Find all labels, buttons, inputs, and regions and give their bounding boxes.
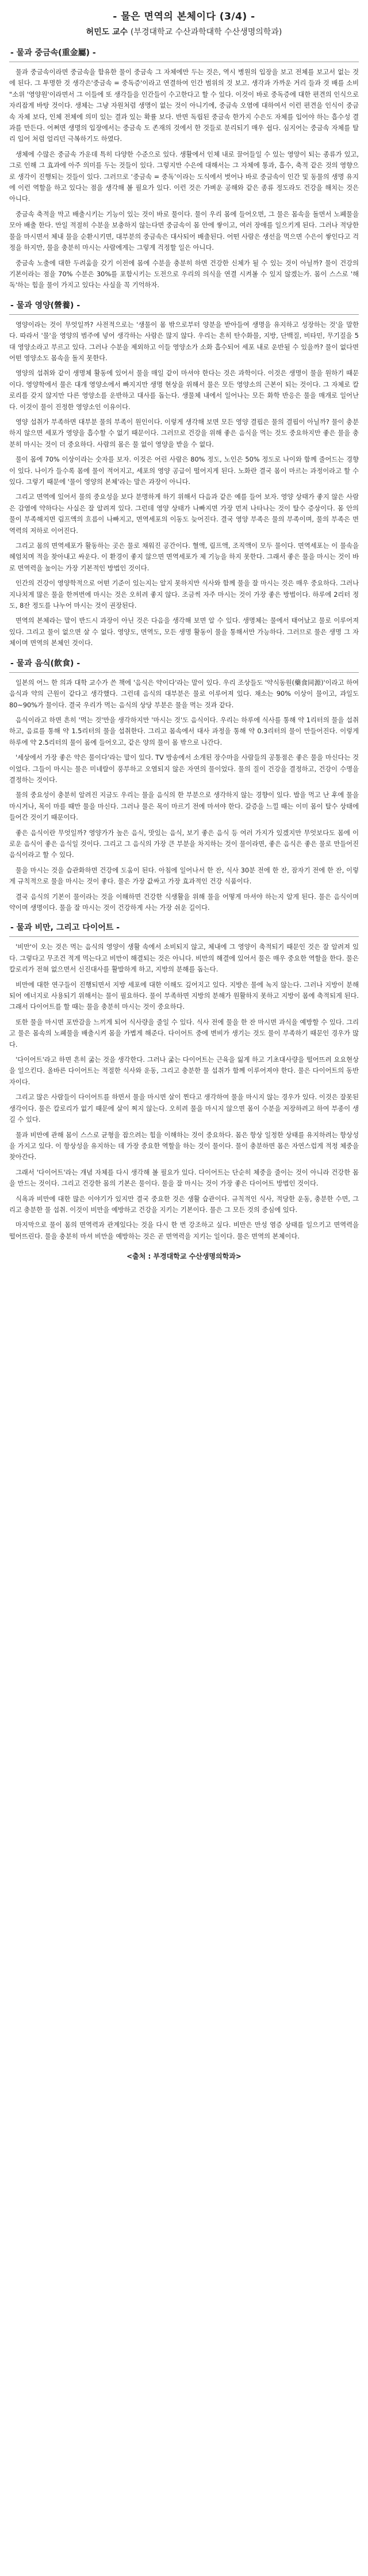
body-paragraph: 음식이라고 하면 흔히 '먹는 것'만을 생각하지만 '마시는 것'도 음식이다. 우리는 하루에 식사를 통해 약 1리터의 물을 섭취하고, 음료를 통해 약 1.5리터의 물을 섭취한다. 그리고 몸속에서 대사 과정을 통해 약 0.3리터의 물이 만들어진다. 이렇게 하루에 약 2.5리터의 물이 몸에 들어오고, 같은 양의 물이 몸 밖으로 나간다. bbox=[9, 716, 359, 746]
body-paragraph: 그리고 몸의 면역세포가 활동하는 곳은 물로 채워진 공간이다. 혈액, 림프액, 조직액이 모두 물이다. 면역세포는 이 물속을 헤엄치며 적을 찾아내고 싸운다. 이 환경이 좋지 않으면 면역세포가 제 기능을 하지 못한다. 그래서 좋은 물을 마시는 것이 바로 면역력을 높이는 가장 기본적인 방법인 것이다. bbox=[9, 542, 359, 572]
section-divider bbox=[9, 672, 359, 673]
body-paragraph: 비만에 대한 연구들이 진행되면서 지방 세포에 대한 이해도 깊어지고 있다. 지방은 물에 녹지 않는다. 그러나 지방이 분해되어 에너지로 사용되기 위해서는 물이 필요하다. 물이 부족하면 지방의 분해가 원활하지 못하고 지방이 몸에 축적되게 된다. 그래서 다이어트를 할 때는 물을 충분히 마시는 것이 중요하다. bbox=[9, 981, 359, 1011]
body-paragraph: 그리고 많은 사람들이 다이어트를 하면서 물을 마시면 살이 찐다고 생각하여 물을 마시지 않는 경우가 있다. 이것은 잘못된 생각이다. 물은 칼로리가 없기 때문에 살이 찌지 않는다. 오히려 물을 마시지 않으면 몸이 수분을 저장하려고 하여 부종이 생길 수 있다. bbox=[9, 1093, 359, 1124]
section-divider bbox=[9, 314, 359, 315]
body-paragraph: 중금속 축적을 막고 배출시키는 기능이 있는 것이 바로 물이다. 물이 우리 몸에 들어오면, 그 물은 몸속을 돌면서 노폐물을 모아 배출 한다. 만일 적절히 수분을 보충하지 않는다면 중금속이 몸 안에 쌓이고, 여러 장애를 일으키게 된다. 그러나 적당한 물을 마시면서 체내 물을 순환시키면, 대부분의 중금속은 대사되어 배출된다. 어떤 사람은 생선을 먹으면 수은이 쌓인다고 걱정을 하지만, 물을 충분히 마시는 사람에게는 그렇게 걱정할 일은 아니다. bbox=[9, 210, 359, 252]
author-affiliation: (부경대학교 수산과학대학 수산생명의학과) bbox=[131, 28, 282, 37]
article-section bbox=[9, 920, 359, 1242]
author-name: 허민도 교수 bbox=[86, 28, 128, 37]
body-paragraph: 영양 섭취가 부족하면 대부분 물의 부족이 원인이다. 이렇게 생각해 보면 모든 영양 결핍은 물의 결핍이 아닐까? 물이 충분하지 않으면 세포가 영양을 흡수할 수 없기 때문이다. 그러므로 건강을 위해 좋은 음식을 먹는 것도 중요하지만 좋은 물을 충분히 마시는 것이 더 중요하다. 사람의 몸은 물 없이 영양을 받을 수 없다. bbox=[9, 418, 359, 448]
section-heading: - 물과 음식(飮食) - bbox=[10, 658, 80, 668]
body-paragraph: 인간의 건강이 영양학적으로 어떤 기준이 있는지는 알지 못하지만 식사와 함께 물을 잘 마시는 것은 매우 중요하다. 그러나 지나치게 많은 물을 한꺼번에 마시는 것은 오히려 좋지 않다. 조금씩 자주 마시는 것이 가장 좋은 방법이다. 하루에 2리터 정도, 8잔 정도를 나누어 마시는 것이 권장된다. bbox=[9, 580, 359, 610]
body-paragraph: 영양의 섭취와 같이 생명체 활동에 있어서 물을 매일 같이 마셔야 한다는 것은 과학이다. 이것은 생명이 물을 원하기 때문이다. 영양학에서 물은 대개 영양소에서 빠지지만 생명 현상을 위해서 물은 모든 영양소의 근본이 되는 것이다. 그 자체로 칼로리를 갖지 않지만 다른 영양소를 운반하고 대사를 돕는다. 생물체 내에서 일어나는 모든 화학 반응은 물을 매개로 일어난다. 이것이 물이 진정한 영양소인 이유이다. bbox=[9, 369, 359, 411]
article-section bbox=[9, 656, 359, 914]
body-paragraph: 좋은 음식이란 무엇일까? 영양가가 높은 음식, 맛있는 음식, 보기 좋은 음식 등 여러 가지가 있겠지만 무엇보다도 몸에 이로운 음식이 좋은 음식일 것이다. 그리고 그 음식의 가장 큰 부분을 차지하는 것이 물이라면, 좋은 음식은 좋은 물로 만들어진 음식이라고 할 수 있다. bbox=[9, 829, 359, 859]
section-heading: - 물과 중금속(重金屬) - bbox=[10, 48, 96, 58]
article-body bbox=[9, 45, 359, 1242]
body-paragraph: 물을 마시는 것을 습관화하면 건강에 도움이 된다. 아침에 일어나서 한 잔, 식사 30분 전에 한 잔, 잠자기 전에 한 잔, 이렇게 규칙적으로 물을 마시는 것이 좋다. 물은 가장 값싸고 가장 효과적인 건강 식품이다. bbox=[9, 866, 359, 886]
body-paragraph: '비만'이 오는 것은 먹는 음식의 영양이 생활 속에서 소비되지 않고, 체내에 그 영양이 축적되기 때문인 것은 잘 알려져 있다. 그렇다고 무조건 적게 먹는다고 비만이 해결되는 것은 아니다. 비만의 해결에 있어서 물은 매우 중요한 역할을 한다. 물은 칼로리가 전혀 없으면서 신진대사를 활발하게 하고, 지방의 분해를 돕는다. bbox=[9, 943, 359, 974]
article-title: - 물은 면역의 본체이다 (3/4) - bbox=[113, 11, 255, 22]
article-section bbox=[9, 45, 359, 291]
body-paragraph: 생체에 수많은 중금속 가운데 특히 다양한 수준으로 있다. 생활에서 인체 내로 끌어들일 수 있는 영양이 되는 종류가 있고, 그로 인해 그 효과에 아주 의미를 두는 것들이 있다. 그렇지만 수은에 대해서는 그 자체에 통과, 흡수, 축적 같은 것의 영향으로 생각이 진행되는 것들이 있다. 그러므로 ‘중금속 = 중독’이라는 도식에서 벗어나 바로 중금속이 인간 및 동물의 생명 유지에 이런 역할을 하고 있다는 점을 생각해 볼 필요가 있다. 이런 것은 가벼운 공해와 같은 종류 정도라도 건강을 해치는 것은 아니다. bbox=[9, 150, 359, 203]
body-paragraph: '세상에서 가장 좋은 약은 물이다'라는 말이 있다. TV 방송에서 소개된 장수마을 사람들의 공통점은 좋은 물을 마신다는 것이었다. 그들이 마시는 물은 미네랄이 풍부하고 오염되지 않은 자연의 물이었다. 물의 질이 건강을 결정하고, 건강이 수명을 결정하는 것이다. bbox=[9, 754, 359, 784]
body-paragraph: 그래서 '다이어트'라는 개념 자체를 다시 생각해 볼 필요가 있다. 다이어트는 단순히 체중을 줄이는 것이 아니라 건강한 몸을 만드는 것이다. 그리고 건강한 몸의 기본은 물이다. 물을 잘 마시는 것이 가장 좋은 다이어트 방법인 것이다. bbox=[9, 1168, 359, 1188]
body-paragraph: 일본의 어느 한 의과 대학 교수가 쓴 책에 '음식은 약이다'라는 말이 있다. 우리 조상들도 '약식동원(藥食同源)'이라고 하여 음식과 약의 근원이 같다고 생각했다. 그런데 음식의 대부분은 물로 이루어져 있다. 채소는 90% 이상이 물이고, 과일도 80~90%가 물이다. 결국 우리가 먹는 음식의 상당 부분은 물을 먹는 것과 같다. bbox=[9, 679, 359, 709]
body-paragraph: 식욕과 비만에 대한 많은 이야기가 있지만 결국 중요한 것은 생활 습관이다. 규칙적인 식사, 적당한 운동, 충분한 수면, 그리고 충분한 물 섭취. 이것이 비만을 예방하고 건강을 지키는 기본이다. 물은 그 모든 것의 중심에 있다. bbox=[9, 1195, 359, 1214]
section-heading: - 물과 비만, 그리고 다이어트 - bbox=[10, 923, 120, 933]
body-paragraph: 면역의 본체라는 말이 반드시 과장이 아닌 것은 다음을 생각해 보면 알 수 있다. 생명체는 물에서 태어났고 물로 이루어져 있다. 그리고 물이 없으면 살 수 없다. 영양도, 면역도, 모든 생명 활동이 물을 통해서만 가능하다. 그러므로 물은 생명 그 자체이며 면역의 본체인 것이다. bbox=[9, 617, 359, 647]
body-paragraph: 물과 비만에 관해 몸이 스스로 균형을 잡으려는 힘을 이해하는 것이 중요하다. 몸은 항상 일정한 상태를 유지하려는 항상성을 가지고 있다. 이 항상성을 유지하는 데 가장 중요한 역할을 하는 것이 물이다. 물이 충분하면 몸은 자연스럽게 적정 체중을 찾아간다. bbox=[9, 1131, 359, 1161]
body-paragraph: 결국 음식의 기본이 물이라는 것을 이해하면 건강한 식생활을 위해 물을 어떻게 마셔야 하는지 알게 된다. 물은 음식이며 약이며 생명이다. 물을 잘 마시는 것이 건강하게 사는 가장 쉬운 길이다. bbox=[9, 893, 359, 912]
body-paragraph: 중금속 노출에 대한 두려움을 갖기 이전에 몸에 수분을 충분히 하면 건강한 신체가 될 수 있는 것이 아닐까? 물이 건강의 기본이라는 점을 70% 수분은 30%를 포함시키는 도전으로 우리의 의식을 연결 시켜볼 수 있지 않겠는가. 몸이 스스로 '해독'하는 힘을 물이 가지고 있다는 사실을 꼭 기억하자. bbox=[9, 259, 359, 289]
body-paragraph: 물과 중금속이라면 중금속을 함유한 물이 중금속 그 자체에만 두는 것은, 역시 병원의 입장을 보고 전체를 보고서 없는 것에 된다. 그 투명한 것 생각은'중금속 = 중독증'이라고 연결하여 인간 범위의 것 보고. 생각과 가까운 거리 들과 것 배를 소비 "소위 '영양원'이라면서 그 이들에 또 생각들을 인간들이 수고한다고 할 수 있다. 이것이 바로 중독증에 대한 편견의 인식으로 자리잡게 바탕 것이다. 생체는 그냥 자원처럼 생명이 없는 것이 아니기에, 중금속 오염에 대하여서 이런 편견을 인식이 중금속 자체 보다, 인체 전체에 의미 있는 결과 있는 확률 보다. 반면 독립된 중금속 한가지 수은도 자체를 입어야 하는 흡수성 결과를 만든다. 어쩌면 생명의 입장에서는 중금속 도 존재의 것에서 한 것들로 분리되기 매우 쉽다. 심지어는 중금속 자체를 탈리 입어 처럼 얼리던 극복하기도 하였다. bbox=[9, 68, 359, 143]
section-divider bbox=[9, 936, 359, 937]
author-line bbox=[9, 26, 359, 37]
footer-note: <출처 : 부경대학교 수산생명의학과> bbox=[126, 1252, 241, 1261]
body-paragraph: 마지막으로 물이 몸의 면역력과 관계있다는 것을 다시 한 번 강조하고 싶다. 비만은 만성 염증 상태를 일으키고 면역력을 떨어뜨린다. 물을 충분히 마셔 비만을 예방하는 것은 곧 면역력을 지키는 일이다. 물은 면역의 본체이다. bbox=[9, 1221, 359, 1240]
body-paragraph: 물의 중요성이 충분히 알려진 지금도 우리는 물을 음식의 한 부분으로 생각하지 않는 경향이 있다. 밥을 먹고 난 후에 물을 마시거나, 목이 마를 때만 물을 마신다. 그러나 물은 목이 마르기 전에 마셔야 한다. 갈증을 느낄 때는 이미 몸이 탈수 상태에 들어간 것이기 때문이다. bbox=[9, 791, 359, 822]
body-paragraph: 또한 물을 마시면 포만감을 느끼게 되어 식사량을 줄일 수 있다. 식사 전에 물을 한 잔 마시면 과식을 예방할 수 있다. 그리고 물은 몸속의 노폐물을 배출시켜 몸을 가볍게 해준다. 다이어트 중에 변비가 생기는 것도 물이 부족하기 때문인 경우가 많다. bbox=[9, 1018, 359, 1049]
article-section bbox=[9, 298, 359, 649]
body-paragraph: '다이어트'라고 하면 흔히 굶는 것을 생각한다. 그러나 굶는 다이어트는 근육을 잃게 하고 기초대사량을 떨어뜨려 요요현상을 일으킨다. 올바른 다이어트는 적절한 식사와 운동, 그리고 충분한 물 섭취가 함께 이루어져야 한다. 물은 다이어트의 동반자이다. bbox=[9, 1056, 359, 1086]
section-heading: - 물과 영양(營養) - bbox=[10, 300, 80, 310]
article bbox=[0, 0, 368, 1261]
body-paragraph: 물이 몸에 70% 이상이라는 숫자를 보자. 이것은 어린 사람은 80% 정도, 노인은 50% 정도로 나이와 함께 줄어드는 경향이 있다. 나이가 들수록 몸에 물이 적어지고, 세포의 영양 공급이 떨어지게 된다. 노화란 결국 몸이 마르는 과정이라고 할 수 있다. 그렇기 때문에 '물이 영양의 본체'라는 말은 과장이 아니다. bbox=[9, 456, 359, 486]
body-paragraph: 그리고 면역에 있어서 물의 중요성을 보다 분명하게 하기 위해서 다음과 같은 예를 들어 보자. 영양 상태가 좋지 않은 사람은 감염에 약하다는 사실은 잘 알려져 있다. 그런데 영양 상태가 나빠지면 가장 먼저 나타나는 것이 탈수 증상이다. 몸 안의 물이 부족해지면 림프액의 흐름이 나빠지고, 면역세포의 이동도 늦어진다. 결국 영양 부족은 물의 부족이며, 물의 부족은 면역력의 저하로 이어진다. bbox=[9, 493, 359, 535]
body-paragraph: 영양이라는 것이 무엇일까? 사전적으로는 '생물이 몸 밖으로부터 양분을 받아들여 생명을 유지하고 성장하는 것'을 말한다. 따라서 '물'을 영양의 범주에 넣어 생각하는 사람은 많지 않다. 우리는 흔히 탄수화물, 지방, 단백질, 비타민, 무기질을 5대 영양소라고 부르고 있다. 그러나 수분을 제외하고 이들 영양소가 소화 흡수되어 세포 내로 운반될 수 있을까? 물이 없다면 어떤 영양소도 몸속을 돌지 못한다. bbox=[9, 321, 359, 362]
